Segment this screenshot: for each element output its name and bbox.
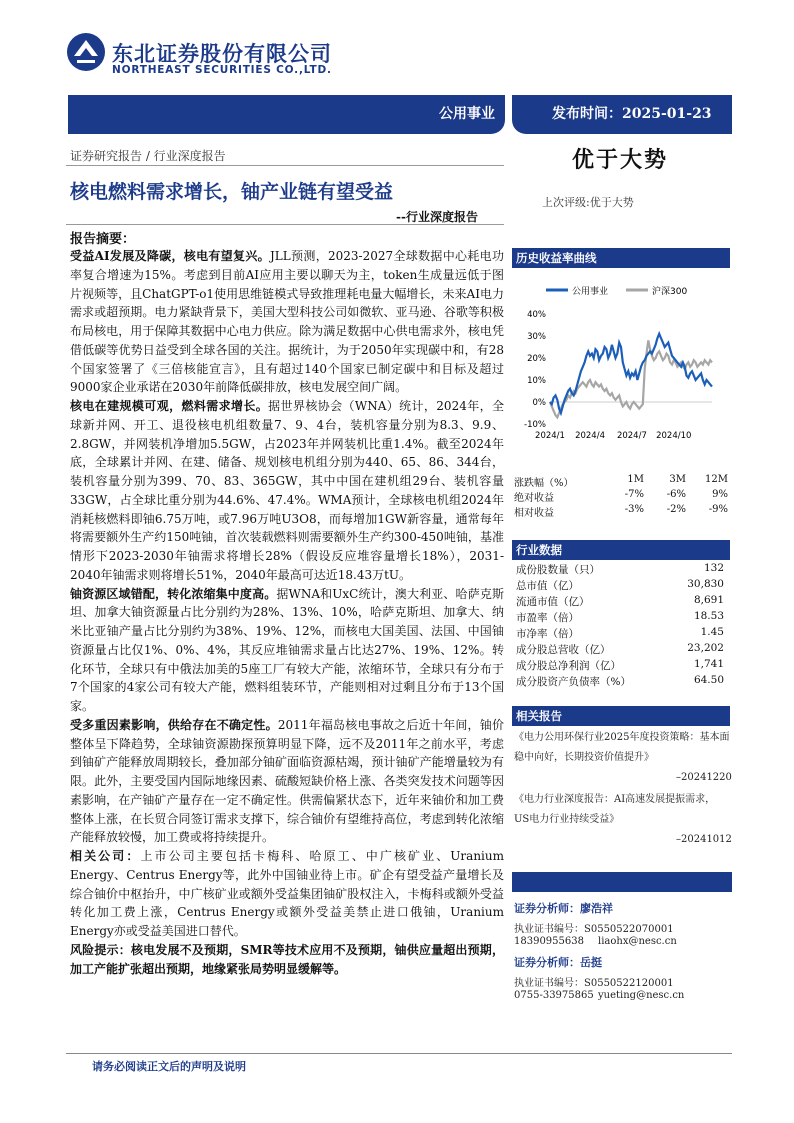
company-logo xyxy=(66,32,106,72)
y-tick-label: 30% xyxy=(527,332,546,342)
previous-rating: 上次评级:优于大势 xyxy=(542,196,634,209)
industry-data-heading: 行业数据 xyxy=(512,540,730,560)
perf-header-1m: 1M xyxy=(627,474,644,485)
company-name-en: NORTHEAST SECURITIES CO.,LTD. xyxy=(112,64,332,76)
perf-cell: -7% xyxy=(624,489,644,500)
analyst-cert: 执业证书编号：S0550522070001 xyxy=(514,924,674,935)
report-subtitle: --行业深度报告 xyxy=(396,210,478,224)
row-value: 1.45 xyxy=(700,626,724,638)
summary-body xyxy=(70,247,504,978)
row-value: 64.50 xyxy=(693,674,724,686)
paragraph-lead: 核电在建规模可观，燃料需求增长。 xyxy=(70,399,269,413)
return-chart xyxy=(512,276,732,446)
divider xyxy=(66,224,504,225)
breadcrumb: 证券研究报告 / 行业深度报告 xyxy=(70,149,226,163)
paragraph-lead: 受多重因素影响，供给存在不确定性。 xyxy=(70,717,278,732)
y-tick-label: 0% xyxy=(532,398,546,408)
y-tick-label: 20% xyxy=(527,354,546,364)
row-value: 23,202 xyxy=(687,642,724,654)
related-report-date: –20241220 xyxy=(676,772,732,783)
chart-heading: 历史收益率曲线 xyxy=(512,248,730,268)
report-title: 核电燃料需求增长，铀产业链有望受益 xyxy=(70,181,394,203)
summary-paragraph xyxy=(70,585,504,716)
summary-paragraph xyxy=(70,716,504,847)
industry-data-row xyxy=(512,610,730,626)
summary-paragraph xyxy=(70,397,504,585)
industry-data-row xyxy=(512,562,730,578)
legend-label-utilities: 公用事业 xyxy=(572,287,609,297)
analyst-cert: 执业证书编号：S0550522120001 xyxy=(514,978,674,989)
analyst-phone: 0755-33975865 xyxy=(514,990,594,1001)
risk-warning xyxy=(70,941,504,979)
analyst-email[interactable]: yueting@nesc.cn xyxy=(598,990,685,1001)
perf-cell: -3% xyxy=(624,504,644,515)
analyst-name: 廖浩祥 xyxy=(580,902,613,915)
row-key: 成分股总营收（亿） xyxy=(516,644,611,656)
industry-data-row xyxy=(512,578,730,594)
perf-header-12m: 12M xyxy=(705,474,728,485)
footer-divider xyxy=(66,1053,732,1054)
paragraph-lead: 受益AI发展及降碳，核电有望复兴。 xyxy=(70,249,270,263)
analyst-card xyxy=(514,954,602,970)
paragraph-text: JLL预测，2023-2027全球数据中心耗电功率复合增速为15%。考虑到目前AI应用主要以聊天为主，token生成量远低于图片视频等，且ChatGPT-o1使用思维链模式导致推理耗电量大幅增长，未来AI电力需求或超预期。电力紧缺背景下，美国大型科技公司如微软、亚马逊、谷歌等积极布局核电，用于保障其数据中心电力供应。除为满足数据中心供电需求外，核电凭借低碳等优势日益受到全球各国的关注。据统计，为于2050年实现碳中和，有28个国家签署了《三倍核能宣言》，且有超过140个国家已制定碳中和目标及超过9000家企业承诺在2030年前降低碳排放，核电发展空间广阔。 xyxy=(70,249,504,395)
industry-data-row xyxy=(512,658,730,674)
divider xyxy=(66,165,504,166)
paragraph-lead: 铀资源区域错配，转化浓缩集中度高。 xyxy=(70,586,277,601)
perf-cell: -6% xyxy=(666,489,686,500)
x-tick-label: 2024/1 xyxy=(535,431,565,441)
paragraph-text: 上市公司主要包括卡梅科、哈原工、中广核矿业、Uranium Energy、Centrus Energy等，此外中国铀业待上市。矿企有望受益产量增长及综合铀价中枢抬升，中广核矿业或额外受益集团铀矿股权注入，卡梅科或额外受益转化加工费上涨，Centrus Energy或额外受益美禁止进口俄铀，Uranium Energy亦或受益美国进口替代。 xyxy=(70,849,504,938)
industry-data-table xyxy=(512,562,732,692)
paragraph-lead: 相关公司： xyxy=(70,849,141,863)
analyst-email[interactable]: liaohx@nesc.cn xyxy=(598,936,677,947)
series-line xyxy=(550,340,712,417)
related-report-title[interactable]: 《电力公用环保行业2025年度投资策略：基本面稳中向好，长期投资价值提升》 xyxy=(514,732,730,763)
industry-data-row xyxy=(512,674,730,690)
summary-paragraph xyxy=(70,247,504,397)
paragraph-text: 据世界核协会（WNA）统计，2024年，全球新并网、开工、退役核电机组数量7、9、4台，装机容量分别为8.3、9.9、2.8GW，并网装机净增加5.5GW，占2023年并网装机比重1.4%。截至2024年底，全球累计并网、在建、储备、规划核电机组分别为440、65、86、344台，装机容量分别为399、70、83、365GW，其中中国在建机组29台、装机容量33GW，占全球比重分别为44.6%、47.4%。WMA预计，全球核电机组2024年消耗核燃料即铀6.75万吨，或7.96万吨U3O8，而每增加1GW新容量，通常每年将需要额外生产约150吨铀，首次装载燃料则需要额外生产约300-450吨铀，基准情形下2023-2030年铀需求将增长28%（假设反应堆容量增长18%），2031-2040年铀需求则将增长51%，2040年最高可达近18.43万tU。 xyxy=(70,399,504,582)
x-tick-label: 2024/4 xyxy=(575,431,605,441)
perf-cell: -9% xyxy=(708,504,728,515)
x-tick-label: 2024/7 xyxy=(616,431,647,441)
row-key: 市净率（倍） xyxy=(516,628,579,640)
y-tick-label: 10% xyxy=(527,376,546,386)
analyst-name: 岳挺 xyxy=(580,956,602,969)
related-report-title[interactable]: 《电力行业深度报告：AI高速发展提振需求，US电力行业持续受益》 xyxy=(514,794,716,825)
perf-header-label: 涨跌幅（%） xyxy=(514,478,574,489)
row-value: 132 xyxy=(703,562,724,574)
related-reports-heading: 相关报告 xyxy=(512,706,730,726)
perf-cell: 9% xyxy=(712,489,728,500)
row-key: 流通市值（亿） xyxy=(516,596,590,608)
logo-mark-icon xyxy=(66,32,106,72)
row-key: 总市值（亿） xyxy=(516,580,579,592)
paragraph-text: 2011年福岛核电事故之后近十年间，铀价整体呈下降趋势，全球铀资源勘探预算明显下降，远不及2011年之前水平，考虑到铀矿产能释放周期较长，叠加部分铀矿面临资源枯竭，预计铀矿产能增量较为有限。此外，主要受国内国际地缘因素、硫酸短缺价格上涨、各类突发技术问题等因素影响，在产铀矿产量存在一定不确定性。供需偏紧状态下，近年来铀价和加工费整体上涨，在长贸合同签订需求支撑下，综合铀价有望维持高位，考虑到转化浓缩产能释放较慢，加工费或将持续提升。 xyxy=(70,717,504,845)
paragraph-text: 据WNA和UxC统计，澳大利亚、哈萨克斯坦、加拿大铀资源量占比分别约为28%、13%、10%，哈萨克斯坦、加拿大、纳米比亚铀产量占比分别约为38%、19%、12%，而核电大国美国、法国、中国铀资源量占比仅1%、0%、4%，其反应堆铀需求量占比达27%、19%、12%。转化环节，全球只有中俄法加美的5座工厂有较大产能，浓缩环节，全球只有分布于7个国家的4家公司有较大产能，燃料组装环节，产能则相对过剩且分布于13个国家。 xyxy=(70,586,504,713)
footer-disclaimer[interactable]: 请务必阅读正文后的声明及说明 xyxy=(92,1060,246,1073)
row-value: 30,830 xyxy=(687,578,724,590)
publish-date: 发布时间：2025-01-23 xyxy=(552,106,712,122)
analyst-role: 证券分析师： xyxy=(514,956,580,969)
paragraph-lead: 风险提示：核电发展不及预期，SMR等技术应用不及预期，铀供应量超出预期，加工产能扩张超出预期，地缘紧张局势明显缓解等。 xyxy=(70,942,504,976)
row-key: 成份股数量（只） xyxy=(516,564,600,576)
x-tick-label: 2024/10 xyxy=(656,431,692,441)
sector-label: 公用事业 xyxy=(439,106,495,122)
y-tick-label: 40% xyxy=(527,310,546,320)
summary-heading: 报告摘要： xyxy=(70,232,136,247)
y-tick-label: -10% xyxy=(524,420,546,430)
related-report-date: –20241012 xyxy=(676,834,732,845)
analyst-role: 证券分析师： xyxy=(514,902,580,915)
analyst-divider xyxy=(512,872,732,892)
industry-data-row xyxy=(512,594,730,610)
perf-cell: -2% xyxy=(666,504,686,515)
summary-paragraph xyxy=(70,847,504,941)
industry-data-row xyxy=(512,626,730,642)
date-band xyxy=(512,95,732,134)
rating: 优于大势 xyxy=(572,147,669,173)
row-value: 18.53 xyxy=(693,610,724,622)
analyst-card xyxy=(514,900,613,916)
legend-label-csi300: 沪深300 xyxy=(652,287,688,297)
row-key: 市盈率（倍） xyxy=(516,612,579,624)
row-key: 成分股资产负债率（%） xyxy=(516,676,631,688)
row-key: 成分股总净利润（亿） xyxy=(516,660,621,672)
series-line xyxy=(550,334,712,413)
perf-row-label: 绝对收益 xyxy=(514,493,554,504)
row-value: 8,691 xyxy=(693,594,724,606)
analyst-phone: 18390955638 xyxy=(514,936,584,947)
company-name-cn: 东北证券股份有限公司 xyxy=(112,42,332,66)
performance-table xyxy=(512,474,732,524)
perf-header-3m: 3M xyxy=(669,474,686,485)
chart-svg xyxy=(512,276,732,446)
perf-row-label: 相对收益 xyxy=(514,508,554,519)
row-value: 1,741 xyxy=(693,658,724,670)
industry-data-row xyxy=(512,642,730,658)
sector-band xyxy=(68,95,505,134)
